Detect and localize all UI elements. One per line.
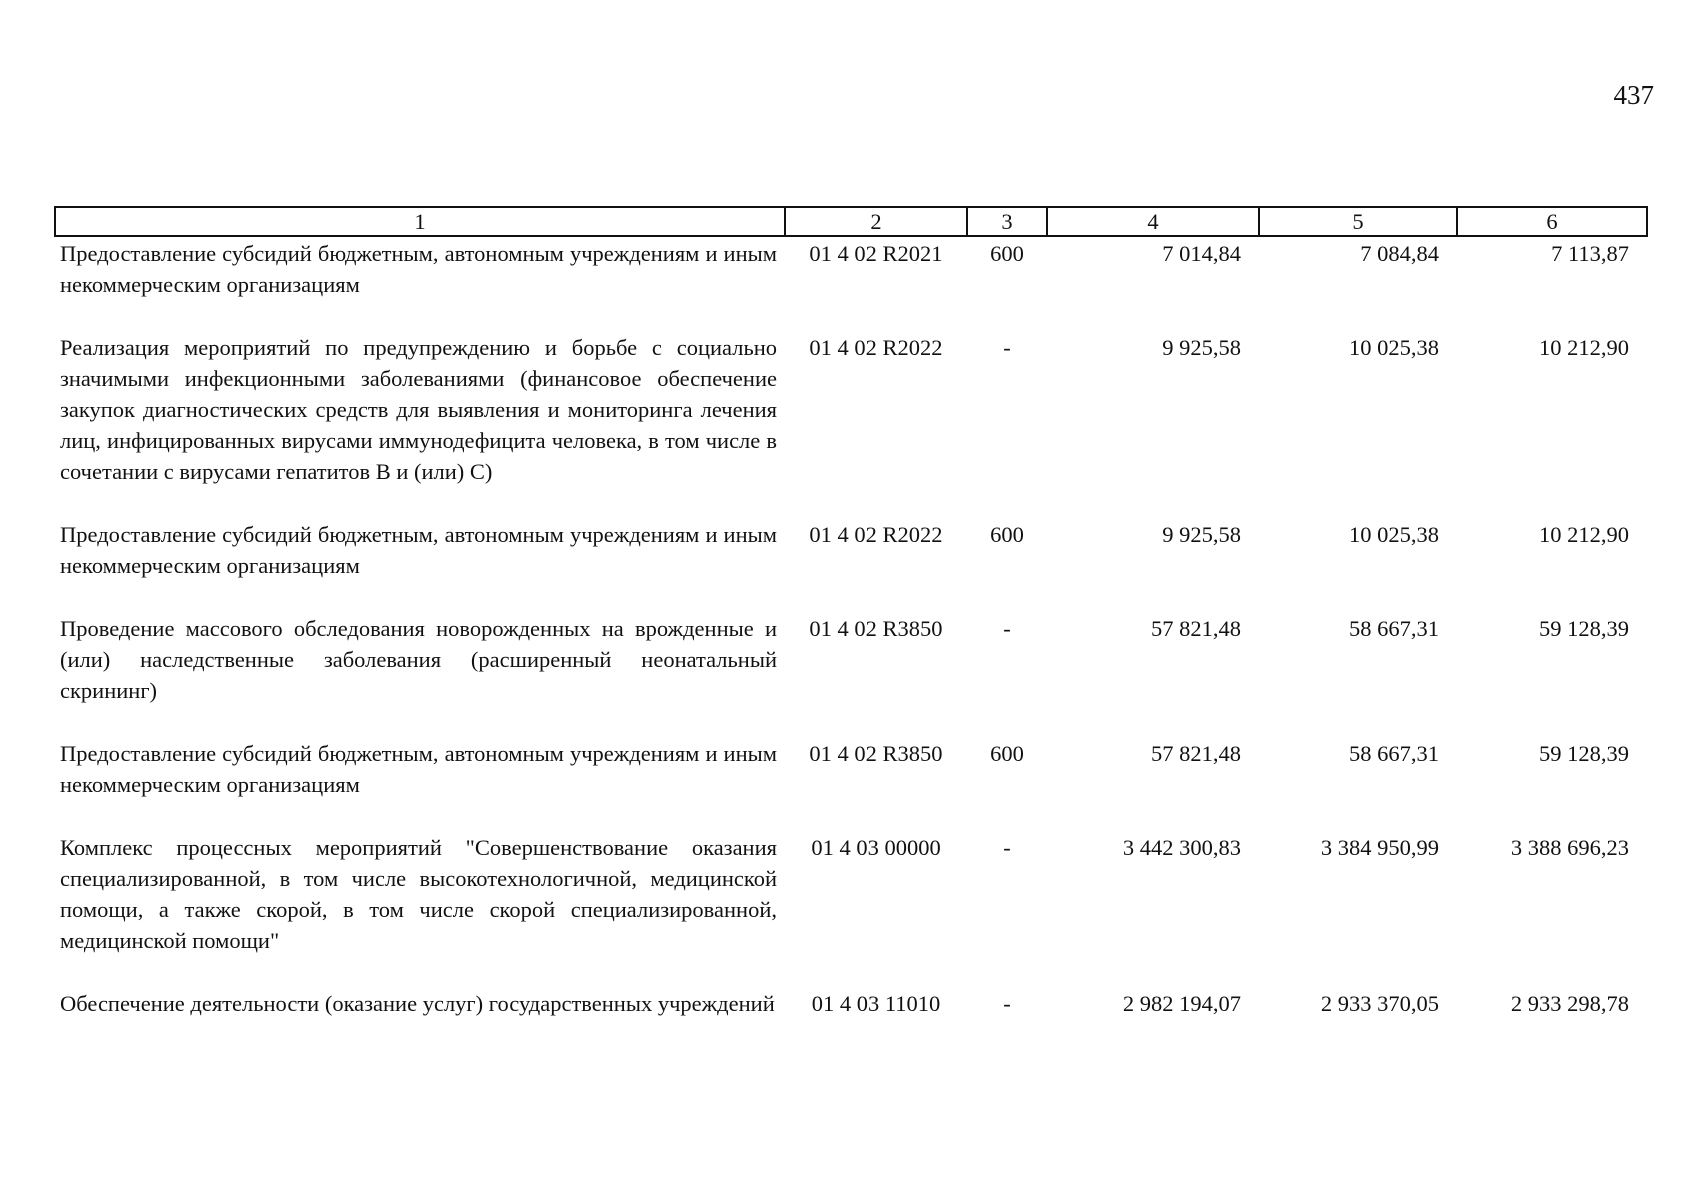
row-value-5: 7 084,84 xyxy=(1360,241,1439,266)
row-value-6: 59 128,39 xyxy=(1539,741,1629,766)
row-value-5: 10 025,38 xyxy=(1349,522,1439,547)
row-code: 01 4 03 11010 xyxy=(811,991,941,1016)
row-value-5: 10 025,38 xyxy=(1349,335,1439,360)
row-name: Комплекс процессных мероприятий "Совершенствование оказания специализированной, в том числе высокотехнологичной, медицинской помощи, а также скорой, в том числе скорой специализированной, медицинской помощи" xyxy=(60,835,777,953)
table-row xyxy=(55,519,1647,581)
table-row xyxy=(55,236,1647,300)
row-value-5: 58 667,31 xyxy=(1349,741,1439,766)
header-col-1: 1 xyxy=(55,207,785,236)
row-value-4: 7 014,84 xyxy=(1162,241,1241,266)
row-code: 01 4 02 R2022 xyxy=(809,335,943,360)
row-value-4: 9 925,58 xyxy=(1162,522,1241,547)
row-spacer xyxy=(55,800,1647,832)
row-value-5: 2 933 370,05 xyxy=(1320,991,1439,1016)
header-col-4: 4 xyxy=(1047,207,1259,236)
page-number: 437 xyxy=(1613,80,1654,110)
row-spacer xyxy=(55,581,1647,613)
header-col-6: 6 xyxy=(1457,207,1647,236)
row-type: - xyxy=(1003,616,1011,641)
row-value-6: 7 113,87 xyxy=(1551,241,1629,266)
row-spacer xyxy=(55,300,1647,332)
row-spacer xyxy=(55,706,1647,738)
row-value-4: 2 982 194,07 xyxy=(1122,991,1241,1016)
row-name: Проведение массового обследования новорожденных на врожденные и (или) наследственные заболевания (расширенный неонатальный скрининг) xyxy=(60,616,777,703)
row-code: 01 4 02 R3850 xyxy=(809,616,943,641)
row-value-4: 3 442 300,83 xyxy=(1122,835,1241,860)
header-row xyxy=(55,207,1647,236)
header-col-2: 2 xyxy=(785,207,967,236)
row-type: - xyxy=(1003,991,1011,1016)
row-name: Предоставление субсидий бюджетным, автономным учреждениям и иным некоммерческим организациям xyxy=(60,741,777,797)
budget-table xyxy=(54,206,1648,1019)
table-row xyxy=(55,832,1647,956)
row-name: Реализация мероприятий по предупреждению и борьбе с социально значимыми инфекционными заболеваниями (финансовое обеспечение закупок диагностических средств для выявления и мониторинга лечения лиц, инфицированных вирусами иммунодефицита человека, в том числе в сочетании с вирусами гепатитов B и (или) C) xyxy=(60,335,777,484)
row-name: Обеспечение деятельности (оказание услуг) государственных учреждений xyxy=(60,991,775,1016)
row-code: 01 4 03 00000 xyxy=(811,835,941,860)
row-name: Предоставление субсидий бюджетным, автономным учреждениям и иным некоммерческим организациям xyxy=(60,241,777,297)
row-value-6: 10 212,90 xyxy=(1539,335,1629,360)
row-value-6: 2 933 298,78 xyxy=(1510,991,1629,1016)
row-value-6: 59 128,39 xyxy=(1539,616,1629,641)
table-row xyxy=(55,738,1647,800)
row-name: Предоставление субсидий бюджетным, автономным учреждениям и иным некоммерческим организациям xyxy=(60,522,777,578)
row-value-4: 57 821,48 xyxy=(1151,741,1241,766)
row-type: 600 xyxy=(990,241,1024,266)
row-code: 01 4 02 R3850 xyxy=(809,741,943,766)
table-row xyxy=(55,613,1647,706)
header-col-5: 5 xyxy=(1259,207,1457,236)
row-type: - xyxy=(1003,835,1011,860)
row-type: 600 xyxy=(990,741,1024,766)
row-type: - xyxy=(1003,335,1011,360)
row-value-6: 3 388 696,23 xyxy=(1510,835,1629,860)
table-row xyxy=(55,988,1647,1019)
row-type: 600 xyxy=(990,522,1024,547)
row-value-4: 57 821,48 xyxy=(1151,616,1241,641)
row-value-5: 3 384 950,99 xyxy=(1320,835,1439,860)
row-value-4: 9 925,58 xyxy=(1162,335,1241,360)
header-col-3: 3 xyxy=(967,207,1047,236)
row-spacer xyxy=(55,956,1647,988)
row-value-6: 10 212,90 xyxy=(1539,522,1629,547)
row-code: 01 4 02 R2021 xyxy=(809,241,943,266)
row-spacer xyxy=(55,487,1647,519)
row-code: 01 4 02 R2022 xyxy=(809,522,943,547)
row-value-5: 58 667,31 xyxy=(1349,616,1439,641)
table-row xyxy=(55,332,1647,487)
